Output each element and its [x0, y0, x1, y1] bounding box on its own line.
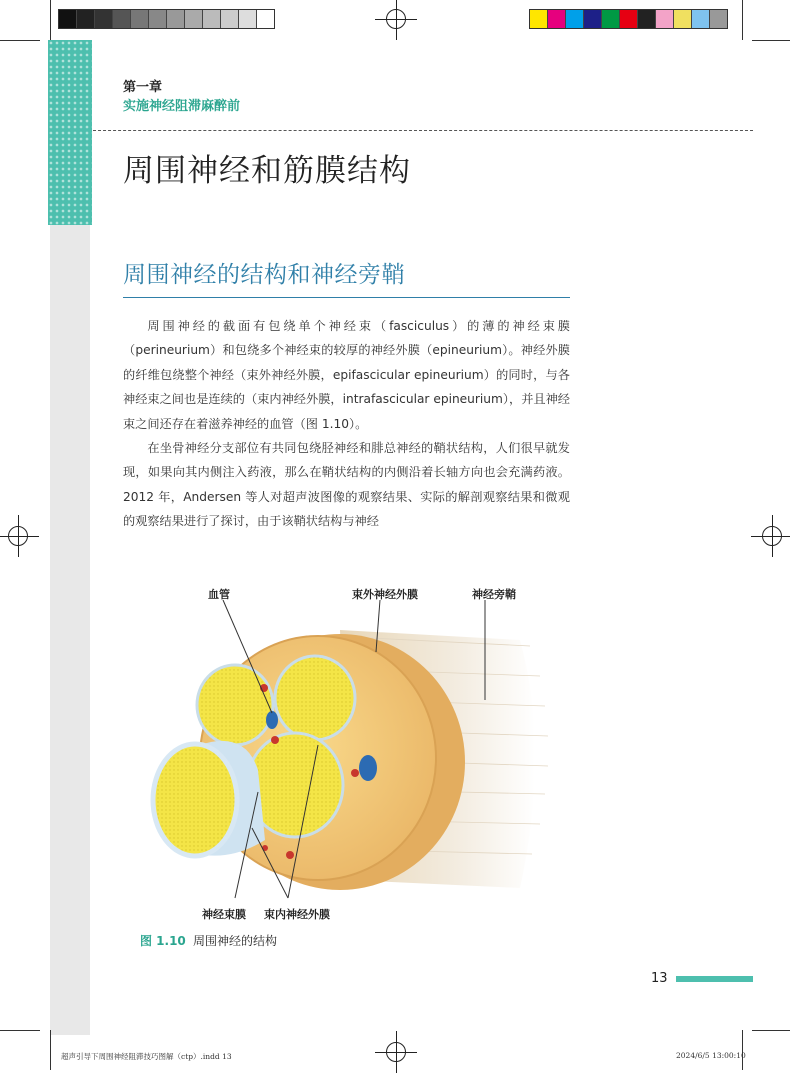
chapter-label: 第一章	[123, 80, 163, 95]
nerve-structure-figure	[140, 580, 560, 925]
registration-mark-top	[386, 9, 406, 29]
body-text	[123, 314, 570, 534]
section-underline	[123, 297, 570, 298]
footer-file-name: 超声引导下周围神经阻滞技巧图解（ctp）.indd 13	[61, 1052, 232, 1061]
paragraph-2: 在坐骨神经分支部位有共同包绕胫神经和腓总神经的鞘状结构，人们很早就发现，如果向其内侧注入药液，那么在鞘状结构的内侧沿着长轴方向也会充满药液。2012 年，Andersen 等人对超声波图像的观察结果、实际的解剖观察结果和微观的观察结果进行了探讨，由于该鞘状结构与神经	[123, 441, 570, 529]
dashed-divider	[93, 130, 753, 131]
nerve-cross-section-illustration	[140, 580, 560, 925]
registration-mark-right	[762, 526, 782, 546]
label-paraneural-sheath: 神经旁鞘	[472, 588, 516, 601]
registration-mark-bottom	[386, 1042, 406, 1062]
registration-mark-left	[8, 526, 28, 546]
label-blood-vessel: 血管	[208, 588, 230, 601]
color-calibration-bar	[529, 9, 728, 29]
gray-calibration-bar	[58, 9, 275, 29]
footer-timestamp: 2024/6/5 13:00:10	[676, 1051, 746, 1060]
label-perineurium: 神经束膜	[202, 908, 246, 921]
figure-caption-text: 周围神经的结构	[193, 934, 278, 948]
figure-caption-number: 图 1.10	[140, 934, 186, 948]
page-number: 13	[651, 971, 668, 986]
chapter-tab-dot-pattern	[48, 40, 92, 225]
paragraph-1: 周围神经的截面有包绕单个神经束（fasciculus）的薄的神经束膜（perineurium）和包绕多个神经束的较厚的神经外膜（epineurium）。神经外膜的纤维包绕整个神经（束外神经外膜，epifascicular epineurium）的同时，与各神经束之间也是连续的（束内神经外膜，intrafascicular epineurium），并且神经束之间还存在着滋养神经的血管（图 1.10）。	[123, 319, 570, 431]
label-epifascicular-epineurium: 束外神经外膜	[352, 588, 418, 601]
chapter-subtitle: 实施神经阻滞麻醉前	[123, 99, 241, 114]
page-title: 周围神经和筋膜结构	[123, 153, 411, 189]
label-intrafascicular-epineurium: 束内神经外膜	[264, 908, 330, 921]
page-number-bar	[676, 976, 753, 982]
section-title: 周围神经的结构和神经旁鞘	[123, 262, 405, 288]
